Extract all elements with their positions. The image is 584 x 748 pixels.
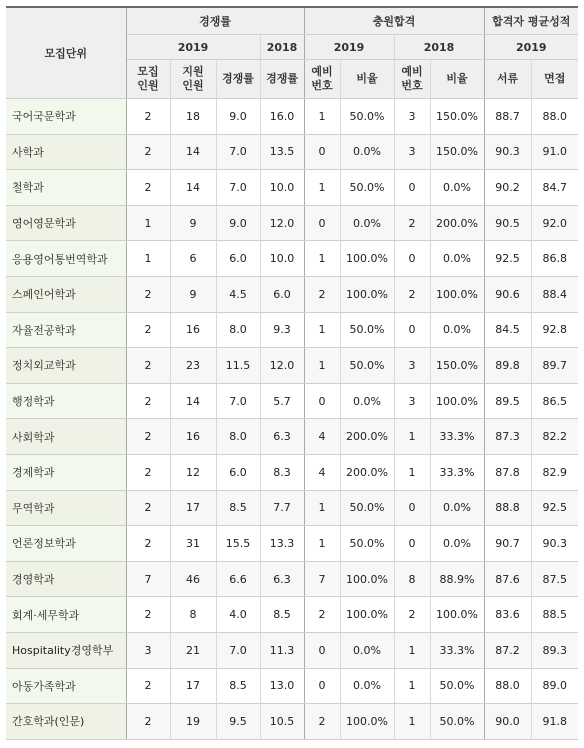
- cell-quota: 2: [126, 419, 170, 455]
- cell-interview-score: 90.3: [531, 526, 578, 562]
- cell-waitlist-2018: 0: [394, 241, 430, 277]
- cell-quota: 1: [126, 241, 170, 277]
- col-ratio-2019: 비율: [340, 60, 394, 99]
- cell-quota: 2: [126, 99, 170, 135]
- cell-waitlist-2019: 1: [304, 241, 340, 277]
- table-row: [6, 526, 578, 562]
- cell-rate-2018: 6.3: [260, 419, 304, 455]
- cell-rate-2018: 10.0: [260, 170, 304, 206]
- cell-applicants: 14: [170, 134, 216, 170]
- table-row: [6, 419, 578, 455]
- cell-document-score: 87.6: [484, 561, 531, 597]
- cell-interview-score: 82.2: [531, 419, 578, 455]
- cell-applicants: 46: [170, 561, 216, 597]
- cell-ratio-2019: 50.0%: [340, 348, 394, 384]
- cell-document-score: 87.2: [484, 632, 531, 668]
- col-waitlist-2019: 예비 번호: [304, 60, 340, 99]
- header-average: 합격자 평균성적: [484, 7, 578, 35]
- cell-waitlist-2018: 0: [394, 490, 430, 526]
- cell-ratio-2018: 150.0%: [430, 99, 484, 135]
- cell-waitlist-2018: 0: [394, 312, 430, 348]
- cell-waitlist-2018: 3: [394, 383, 430, 419]
- cell-document-score: 88.7: [484, 99, 531, 135]
- cell-unit: 사학과: [6, 134, 126, 170]
- cell-rate-2019: 7.0: [216, 383, 260, 419]
- cell-waitlist-2019: 1: [304, 348, 340, 384]
- cell-waitlist-2019: 0: [304, 632, 340, 668]
- cell-quota: 2: [126, 312, 170, 348]
- cell-waitlist-2019: 7: [304, 561, 340, 597]
- cell-ratio-2019: 100.0%: [340, 276, 394, 312]
- table-row: [6, 632, 578, 668]
- cell-quota: 2: [126, 134, 170, 170]
- cell-applicants: 21: [170, 632, 216, 668]
- cell-unit: 응용영어통번역학과: [6, 241, 126, 277]
- cell-rate-2019: 4.0: [216, 597, 260, 633]
- cell-quota: 2: [126, 597, 170, 633]
- cell-interview-score: 91.8: [531, 704, 578, 740]
- cell-waitlist-2018: 0: [394, 170, 430, 206]
- cell-unit: Hospitality경영학부: [6, 632, 126, 668]
- cell-waitlist-2019: 0: [304, 205, 340, 241]
- cell-quota: 2: [126, 490, 170, 526]
- cell-document-score: 89.8: [484, 348, 531, 384]
- cell-document-score: 89.5: [484, 383, 531, 419]
- cell-rate-2018: 12.0: [260, 205, 304, 241]
- cell-ratio-2019: 50.0%: [340, 526, 394, 562]
- cell-ratio-2018: 33.3%: [430, 632, 484, 668]
- cell-rate-2019: 7.0: [216, 170, 260, 206]
- cell-document-score: 90.6: [484, 276, 531, 312]
- table-row: [6, 170, 578, 206]
- cell-waitlist-2018: 2: [394, 276, 430, 312]
- header-unit: 모집단위: [6, 7, 126, 99]
- table-body: [6, 99, 578, 740]
- cell-interview-score: 89.7: [531, 348, 578, 384]
- cell-waitlist-2019: 4: [304, 419, 340, 455]
- cell-unit: 아동가족학과: [6, 668, 126, 704]
- cell-waitlist-2018: 1: [394, 632, 430, 668]
- admission-results-table: [6, 6, 578, 740]
- cell-ratio-2018: 100.0%: [430, 276, 484, 312]
- cell-rate-2018: 9.3: [260, 312, 304, 348]
- cell-ratio-2019: 50.0%: [340, 170, 394, 206]
- cell-unit: 스페인어학과: [6, 276, 126, 312]
- cell-unit: 철학과: [6, 170, 126, 206]
- cell-rate-2019: 9.0: [216, 99, 260, 135]
- col-document: 서류: [484, 60, 531, 99]
- cell-waitlist-2019: 1: [304, 170, 340, 206]
- cell-interview-score: 92.8: [531, 312, 578, 348]
- cell-document-score: 90.3: [484, 134, 531, 170]
- cell-ratio-2018: 150.0%: [430, 348, 484, 384]
- cell-interview-score: 89.3: [531, 632, 578, 668]
- col-interview: 면접: [531, 60, 578, 99]
- cell-ratio-2018: 0.0%: [430, 241, 484, 277]
- cell-waitlist-2019: 0: [304, 668, 340, 704]
- table-row: [6, 490, 578, 526]
- cell-quota: 2: [126, 668, 170, 704]
- cell-applicants: 9: [170, 276, 216, 312]
- cell-ratio-2019: 0.0%: [340, 383, 394, 419]
- cell-applicants: 17: [170, 490, 216, 526]
- cell-quota: 2: [126, 170, 170, 206]
- cell-waitlist-2019: 2: [304, 276, 340, 312]
- cell-unit: 경제학과: [6, 454, 126, 490]
- cell-quota: 2: [126, 704, 170, 740]
- cell-quota: 2: [126, 383, 170, 419]
- col-rate-2018: 경쟁률: [260, 60, 304, 99]
- table-row: [6, 312, 578, 348]
- col-rate-2019: 경쟁률: [216, 60, 260, 99]
- cell-applicants: 14: [170, 383, 216, 419]
- col-quota: 모집 인원: [126, 60, 170, 99]
- cell-ratio-2018: 88.9%: [430, 561, 484, 597]
- col-applicants: 지원 인원: [170, 60, 216, 99]
- cell-ratio-2019: 200.0%: [340, 419, 394, 455]
- table-row: [6, 348, 578, 384]
- cell-document-score: 84.5: [484, 312, 531, 348]
- cell-ratio-2019: 50.0%: [340, 99, 394, 135]
- cell-interview-score: 88.0: [531, 99, 578, 135]
- cell-applicants: 16: [170, 312, 216, 348]
- table-row: [6, 241, 578, 277]
- cell-ratio-2019: 0.0%: [340, 632, 394, 668]
- cell-applicants: 17: [170, 668, 216, 704]
- cell-rate-2018: 6.0: [260, 276, 304, 312]
- cell-rate-2018: 11.3: [260, 632, 304, 668]
- cell-rate-2018: 10.0: [260, 241, 304, 277]
- cell-ratio-2018: 0.0%: [430, 312, 484, 348]
- cell-rate-2019: 7.0: [216, 632, 260, 668]
- cell-rate-2019: 9.0: [216, 205, 260, 241]
- cell-interview-score: 88.4: [531, 276, 578, 312]
- table-row: [6, 704, 578, 740]
- cell-rate-2019: 11.5: [216, 348, 260, 384]
- cell-rate-2018: 16.0: [260, 99, 304, 135]
- cell-rate-2019: 4.5: [216, 276, 260, 312]
- col-waitlist-2018: 예비 번호: [394, 60, 430, 99]
- table-row: [6, 561, 578, 597]
- cell-applicants: 18: [170, 99, 216, 135]
- header-competition-2018: 2018: [260, 35, 304, 60]
- table-row: [6, 383, 578, 419]
- cell-document-score: 83.6: [484, 597, 531, 633]
- cell-document-score: 90.7: [484, 526, 531, 562]
- header-average-2019: 2019: [484, 35, 578, 60]
- cell-rate-2018: 13.5: [260, 134, 304, 170]
- cell-ratio-2019: 100.0%: [340, 704, 394, 740]
- cell-ratio-2018: 50.0%: [430, 704, 484, 740]
- cell-waitlist-2019: 0: [304, 383, 340, 419]
- cell-applicants: 8: [170, 597, 216, 633]
- cell-interview-score: 88.5: [531, 597, 578, 633]
- cell-applicants: 23: [170, 348, 216, 384]
- cell-rate-2019: 15.5: [216, 526, 260, 562]
- cell-interview-score: 87.5: [531, 561, 578, 597]
- table-row: [6, 134, 578, 170]
- cell-rate-2018: 7.7: [260, 490, 304, 526]
- cell-rate-2018: 8.5: [260, 597, 304, 633]
- header-competition: 경쟁률: [126, 7, 304, 35]
- cell-interview-score: 91.0: [531, 134, 578, 170]
- cell-document-score: 88.0: [484, 668, 531, 704]
- cell-rate-2018: 13.0: [260, 668, 304, 704]
- cell-ratio-2019: 0.0%: [340, 205, 394, 241]
- cell-document-score: 90.2: [484, 170, 531, 206]
- cell-ratio-2018: 200.0%: [430, 205, 484, 241]
- cell-document-score: 87.8: [484, 454, 531, 490]
- cell-unit: 정치외교학과: [6, 348, 126, 384]
- cell-rate-2018: 13.3: [260, 526, 304, 562]
- cell-ratio-2019: 0.0%: [340, 134, 394, 170]
- cell-waitlist-2019: 4: [304, 454, 340, 490]
- cell-unit: 회계·세무학과: [6, 597, 126, 633]
- cell-ratio-2019: 100.0%: [340, 241, 394, 277]
- cell-ratio-2018: 33.3%: [430, 419, 484, 455]
- header-additional-2019: 2019: [304, 35, 394, 60]
- cell-applicants: 14: [170, 170, 216, 206]
- table-row: [6, 597, 578, 633]
- cell-ratio-2018: 0.0%: [430, 490, 484, 526]
- cell-document-score: 90.0: [484, 704, 531, 740]
- cell-quota: 1: [126, 205, 170, 241]
- cell-unit: 행정학과: [6, 383, 126, 419]
- cell-waitlist-2019: 2: [304, 597, 340, 633]
- cell-rate-2018: 12.0: [260, 348, 304, 384]
- cell-ratio-2018: 0.0%: [430, 170, 484, 206]
- cell-ratio-2019: 50.0%: [340, 490, 394, 526]
- col-ratio-2018: 비율: [430, 60, 484, 99]
- cell-applicants: 6: [170, 241, 216, 277]
- cell-ratio-2018: 50.0%: [430, 668, 484, 704]
- cell-ratio-2018: 0.0%: [430, 526, 484, 562]
- cell-waitlist-2018: 8: [394, 561, 430, 597]
- cell-rate-2019: 7.0: [216, 134, 260, 170]
- cell-ratio-2018: 100.0%: [430, 597, 484, 633]
- cell-quota: 7: [126, 561, 170, 597]
- table-row: [6, 454, 578, 490]
- cell-ratio-2019: 200.0%: [340, 454, 394, 490]
- cell-ratio-2018: 100.0%: [430, 383, 484, 419]
- cell-quota: 3: [126, 632, 170, 668]
- cell-interview-score: 86.8: [531, 241, 578, 277]
- cell-waitlist-2019: 1: [304, 490, 340, 526]
- cell-unit: 영어영문학과: [6, 205, 126, 241]
- cell-unit: 무역학과: [6, 490, 126, 526]
- cell-interview-score: 84.7: [531, 170, 578, 206]
- cell-ratio-2019: 0.0%: [340, 668, 394, 704]
- cell-rate-2018: 10.5: [260, 704, 304, 740]
- cell-waitlist-2018: 2: [394, 597, 430, 633]
- header-additional-2018: 2018: [394, 35, 484, 60]
- cell-ratio-2018: 150.0%: [430, 134, 484, 170]
- cell-waitlist-2019: 0: [304, 134, 340, 170]
- cell-waitlist-2019: 1: [304, 99, 340, 135]
- cell-rate-2019: 8.5: [216, 490, 260, 526]
- cell-quota: 2: [126, 526, 170, 562]
- cell-unit: 언론정보학과: [6, 526, 126, 562]
- cell-rate-2019: 8.5: [216, 668, 260, 704]
- cell-waitlist-2018: 3: [394, 348, 430, 384]
- cell-waitlist-2019: 1: [304, 526, 340, 562]
- cell-rate-2019: 6.6: [216, 561, 260, 597]
- cell-ratio-2019: 100.0%: [340, 597, 394, 633]
- cell-interview-score: 89.0: [531, 668, 578, 704]
- cell-applicants: 16: [170, 419, 216, 455]
- cell-rate-2019: 8.0: [216, 419, 260, 455]
- cell-document-score: 92.5: [484, 241, 531, 277]
- header-competition-2019: 2019: [126, 35, 260, 60]
- cell-rate-2018: 6.3: [260, 561, 304, 597]
- cell-applicants: 12: [170, 454, 216, 490]
- cell-waitlist-2018: 2: [394, 205, 430, 241]
- cell-quota: 2: [126, 348, 170, 384]
- header-additional: 충원합격: [304, 7, 484, 35]
- cell-waitlist-2018: 1: [394, 668, 430, 704]
- cell-unit: 경영학과: [6, 561, 126, 597]
- cell-unit: 간호학과(인문): [6, 704, 126, 740]
- cell-applicants: 19: [170, 704, 216, 740]
- cell-interview-score: 92.5: [531, 490, 578, 526]
- cell-ratio-2018: 33.3%: [430, 454, 484, 490]
- cell-document-score: 88.8: [484, 490, 531, 526]
- cell-rate-2018: 5.7: [260, 383, 304, 419]
- cell-waitlist-2018: 3: [394, 99, 430, 135]
- cell-unit: 사회학과: [6, 419, 126, 455]
- cell-waitlist-2018: 3: [394, 134, 430, 170]
- cell-quota: 2: [126, 276, 170, 312]
- cell-document-score: 87.3: [484, 419, 531, 455]
- cell-ratio-2019: 50.0%: [340, 312, 394, 348]
- cell-document-score: 90.5: [484, 205, 531, 241]
- cell-rate-2019: 6.0: [216, 241, 260, 277]
- cell-interview-score: 92.0: [531, 205, 578, 241]
- cell-rate-2019: 6.0: [216, 454, 260, 490]
- cell-rate-2019: 9.5: [216, 704, 260, 740]
- cell-waitlist-2018: 1: [394, 454, 430, 490]
- cell-rate-2019: 8.0: [216, 312, 260, 348]
- cell-waitlist-2018: 1: [394, 419, 430, 455]
- cell-applicants: 9: [170, 205, 216, 241]
- table-row: [6, 276, 578, 312]
- cell-rate-2018: 8.3: [260, 454, 304, 490]
- table-row: [6, 668, 578, 704]
- cell-waitlist-2019: 2: [304, 704, 340, 740]
- table-row: [6, 99, 578, 135]
- cell-waitlist-2018: 0: [394, 526, 430, 562]
- cell-ratio-2019: 100.0%: [340, 561, 394, 597]
- cell-waitlist-2019: 1: [304, 312, 340, 348]
- cell-quota: 2: [126, 454, 170, 490]
- cell-waitlist-2018: 1: [394, 704, 430, 740]
- table-row: [6, 205, 578, 241]
- cell-interview-score: 82.9: [531, 454, 578, 490]
- cell-applicants: 31: [170, 526, 216, 562]
- cell-unit: 자율전공학과: [6, 312, 126, 348]
- cell-unit: 국어국문학과: [6, 99, 126, 135]
- cell-interview-score: 86.5: [531, 383, 578, 419]
- table-header: [6, 7, 578, 99]
